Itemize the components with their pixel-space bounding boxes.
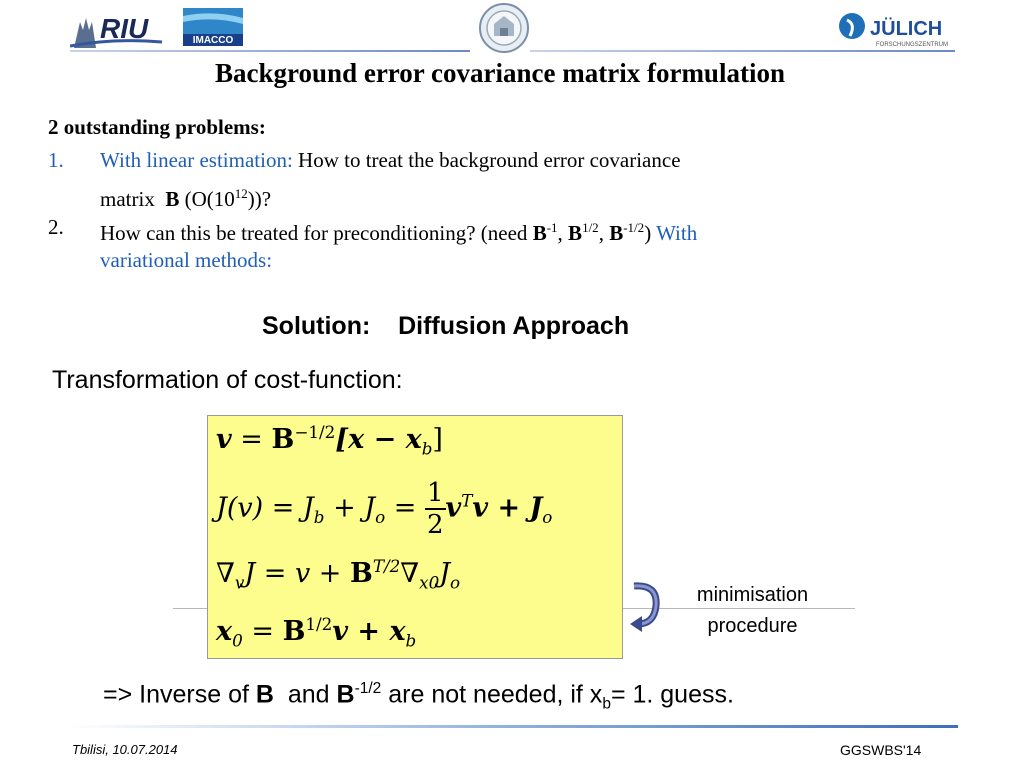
- inverse-statement: [103, 680, 734, 713]
- header-rule-right: [530, 50, 955, 52]
- item1-order: (O(10: [184, 187, 235, 211]
- minimisation-line1: minimisation: [696, 584, 809, 606]
- item2-tail: With: [656, 221, 698, 245]
- minimisation-line2: procedure: [707, 615, 798, 637]
- item2-sep1: ,: [557, 221, 563, 245]
- item2-exp2: 1/2: [582, 220, 599, 235]
- inverse-and: and: [287, 680, 330, 709]
- footer-conference: GGSWBS'14: [840, 742, 922, 758]
- inverse-prefix: => Inverse of: [103, 680, 249, 709]
- item2-sep2: ,: [598, 221, 604, 245]
- item2-line2: variational methods:: [100, 248, 273, 272]
- item1-line1: [100, 144, 681, 177]
- solution-heading: Solution: Diffusion Approach: [262, 312, 630, 340]
- item2-b3: B: [609, 221, 624, 245]
- svg-text:FORSCHUNGSZENTRUM: FORSCHUNGSZENTRUM: [876, 42, 948, 48]
- footer-date: Tbilisi, 10.07.2014: [72, 742, 178, 757]
- item1-bold-b: B: [165, 187, 180, 211]
- minimisation-label: [660, 580, 845, 642]
- slide-title: Background error covariance matrix formulation: [215, 58, 785, 88]
- item2-exp3: -1/2: [623, 220, 645, 235]
- inverse-b2: B: [336, 680, 355, 709]
- svg-text:RIU: RIU: [100, 13, 149, 44]
- item2-exp1: -1: [546, 220, 558, 235]
- item2-close: ): [644, 221, 652, 245]
- equation-4: $x_0 = B^{1/2}v + x_b$: [216, 614, 417, 651]
- item1-exponent: 12: [234, 186, 248, 201]
- footer-rule: [68, 725, 958, 728]
- equations-box: [207, 415, 623, 659]
- item2-b1: B: [532, 221, 547, 245]
- inverse-sub: b: [602, 695, 611, 713]
- imacco-logo: [183, 8, 243, 46]
- item1-matrix-word: matrix: [100, 187, 155, 211]
- item1-lead: With linear estimation:: [100, 148, 293, 172]
- problems-heading: 2 outstanding problems:: [48, 115, 266, 139]
- header-rule-left: [70, 50, 470, 52]
- equation-3: $\nabla_vJ = v + B^{T/2}\nabla_{x0}J_o$: [216, 556, 461, 593]
- svg-text:JÜLICH: JÜLICH: [870, 18, 943, 40]
- equation-2: $J(v) = J_b + J_o$ = $\frac{1}{2}$ $v^Tv + J_o$: [216, 478, 553, 540]
- item1-close: ))?: [247, 187, 272, 211]
- transformation-label: Transformation of cost-function:: [52, 366, 403, 394]
- julich-logo: [838, 10, 958, 50]
- item2-number: 2.: [48, 215, 64, 239]
- item1-number: 1.: [48, 148, 64, 172]
- equation-1: $v = B^{-1/2}[x - x_b]$: [216, 422, 443, 459]
- inverse-exp: -1/2: [354, 680, 382, 697]
- svg-text:IMACCO: IMACCO: [192, 35, 234, 46]
- item2-text: How can this be treated for preconditioning? (need: [100, 221, 528, 245]
- loop-arrow-icon: [628, 578, 662, 634]
- inverse-end: = 1. guess.: [610, 680, 734, 709]
- inverse-b1: B: [255, 680, 274, 709]
- item1-text: How to treat the background error covariance: [298, 148, 681, 172]
- inverse-mid: are not needed, if x: [388, 680, 603, 709]
- riu-logo: [70, 8, 165, 48]
- university-seal-icon: [478, 2, 530, 54]
- item2-b2: B: [568, 221, 583, 245]
